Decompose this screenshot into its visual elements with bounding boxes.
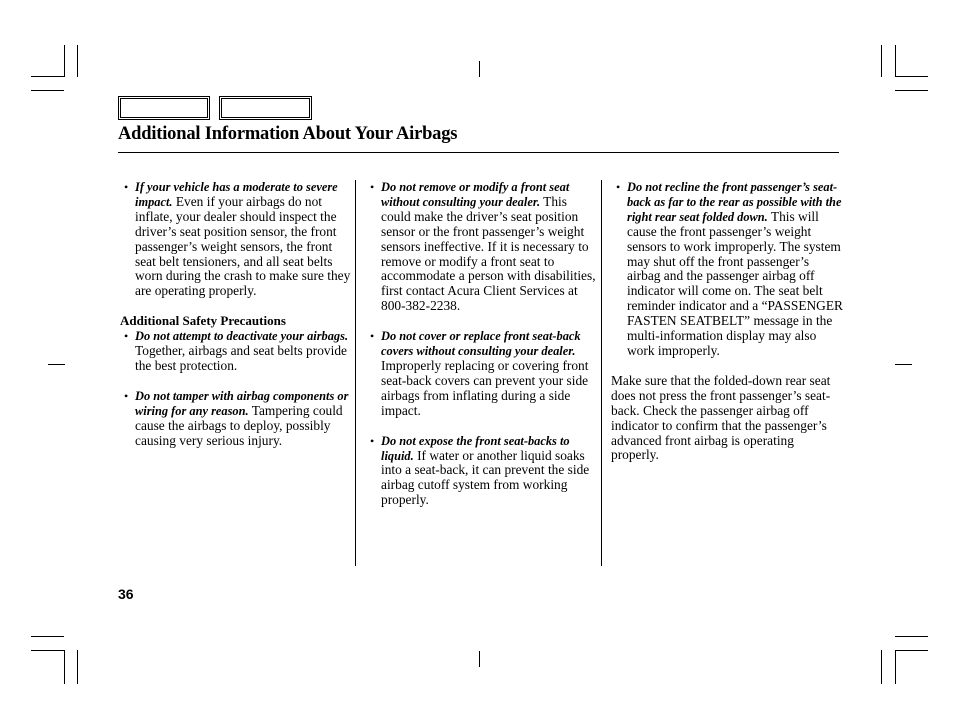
precaution-item <box>119 180 351 299</box>
page-title: Additional Information About Your Airbags <box>118 124 458 144</box>
bullet-marker: • <box>370 433 375 448</box>
bullet-marker: • <box>370 329 375 344</box>
bullet-marker: • <box>370 180 375 194</box>
precaution-item <box>119 389 351 449</box>
precaution-item <box>365 434 597 509</box>
item-body-text: If water or another liquid soaks into a seat-back, it can prevent the side airbag cutoff system from working properly. <box>381 447 590 508</box>
item-lead-text: Do not remove or modify a front seat without consulting your dealer. <box>381 180 570 209</box>
column-divider-2 <box>601 180 602 566</box>
header-tab-2 <box>219 96 312 120</box>
item-lead-text: Do not attempt to deactivate your airbags. <box>135 329 349 344</box>
item-body-text: This could make the driver’s seat position sensor or the front passenger’s weight sensors ineffective. If it is necessary to remove or modify a front seat to accommodate a person with disabilities, first contact Acura Client Services at 800-382-2238. <box>381 193 596 314</box>
item-body-text: Improperly replacing or covering front seat-back covers can prevent your side airbags from inflating during a side impact. <box>381 357 589 418</box>
page-number: 36 <box>118 586 134 602</box>
item-body-text: This will cause the front passenger’s weight sensors to work improperly. The system may shut off the front passenger’s airbag and the passenger airbag off indicator will come on. The seat belt reminder indicator and a “PASSENGER FASTEN SEATBELT” message in the multi-information display may also work improperly. <box>627 208 843 358</box>
item-lead-text: Do not recline the front passenger’s seat-back as far to the rear as possible with the right rear seat folded down. <box>627 180 842 224</box>
item-lead-text: Do not expose the front seat-backs to liquid. <box>381 433 570 463</box>
text-column-2 <box>365 180 597 523</box>
header-tab-1 <box>118 96 210 120</box>
column-divider-1 <box>355 180 356 566</box>
body-paragraph: Make sure that the folded-down rear seat does not press the front passenger’s seat-back. Check the passenger airbag off indicator to confirm that the passenger’s advanced front airbag is operating properly. <box>611 372 831 463</box>
bullet-marker: • <box>124 180 129 194</box>
item-body-text: Tampering could cause the airbags to deploy, possibly causing very serious injury. <box>135 402 343 448</box>
item-body-text: Even if your airbags do not inflate, your dealer should inspect the driver’s seat position sensor, the front passenger’s weight sensors, the front seat belt tensioners, and all seat belts worn during the crash to make sure they are operating properly. <box>135 193 351 299</box>
bullet-marker: • <box>616 180 621 194</box>
item-lead-text: Do not tamper with airbag components or wiring for any reason. <box>135 388 349 418</box>
bullet-marker: • <box>124 329 129 344</box>
precaution-item <box>119 329 351 374</box>
precaution-item <box>365 180 597 314</box>
title-rule <box>118 152 839 153</box>
bullet-marker: • <box>124 388 129 403</box>
precaution-item <box>611 180 845 359</box>
item-body-text: Together, airbags and seat belts provide the best protection. <box>135 343 347 373</box>
item-lead-text: Do not cover or replace front seat-back covers without consulting your dealer. <box>381 329 581 359</box>
precaution-item <box>365 329 597 418</box>
text-column-3 <box>611 180 845 478</box>
text-column-1 <box>119 180 351 464</box>
item-lead-text: If your vehicle has a moderate to severe impact. <box>135 180 338 209</box>
section-subheading: Additional Safety Precautions <box>120 313 286 329</box>
